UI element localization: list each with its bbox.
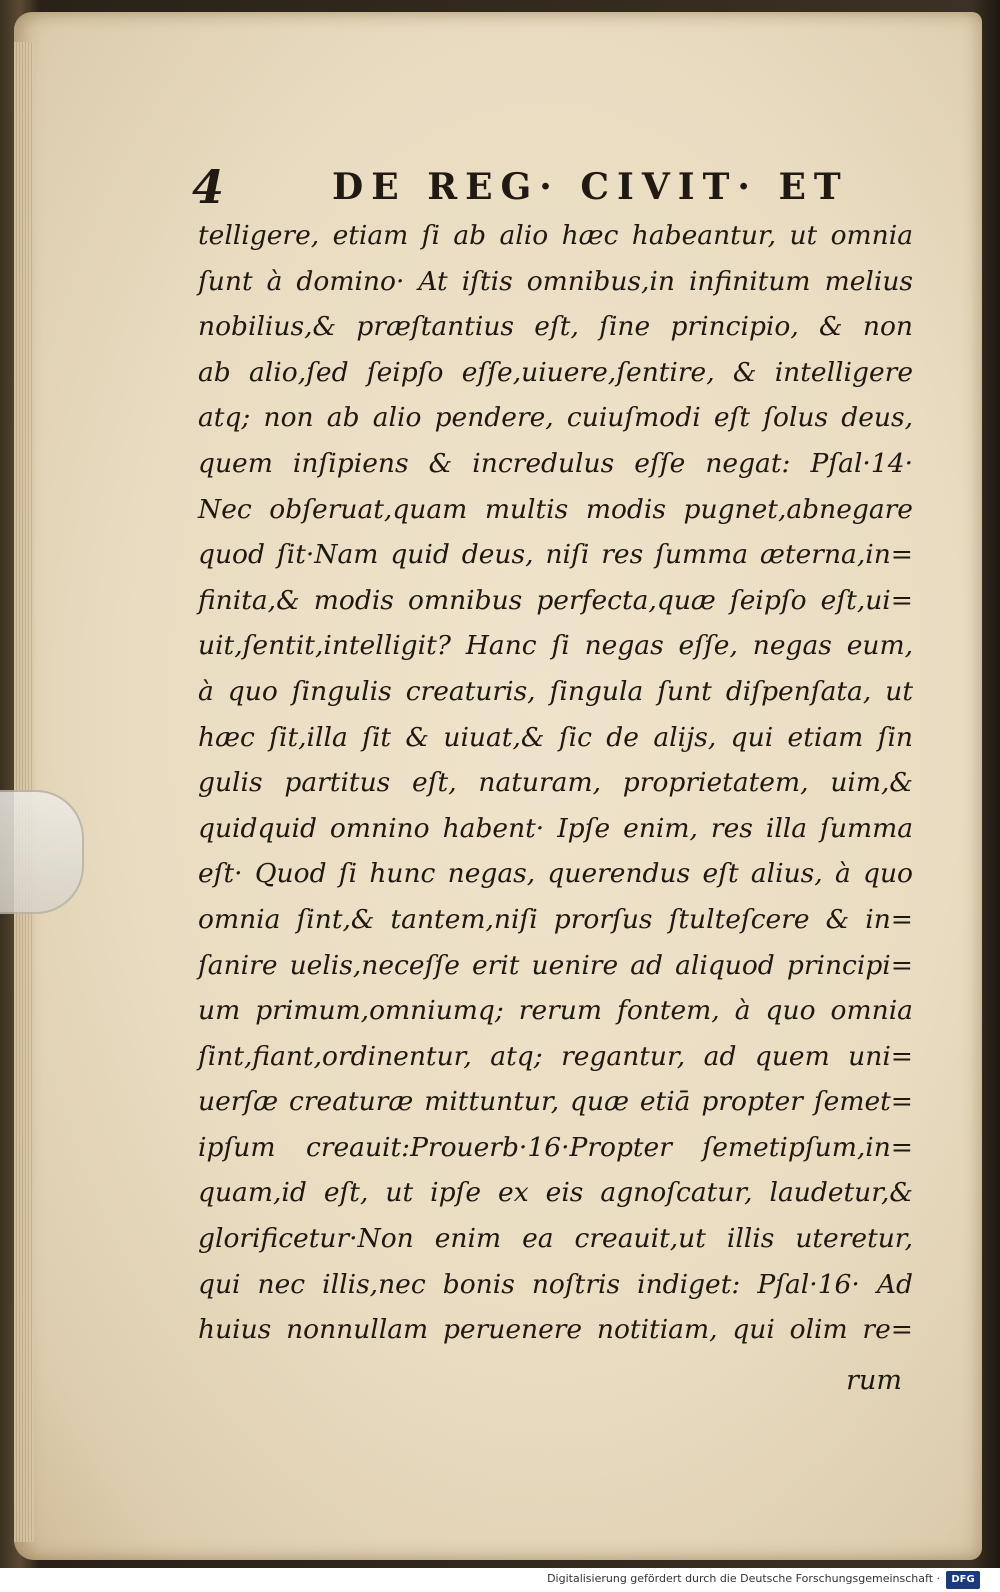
text-line: nobilius,& præſtantius eſt, ſine principio, & non [198,311,913,343]
text-line: atq; non ab alio pendere, cuiuſmodi eſt ſolus deus, [198,402,913,434]
text-line: glorificetur·Non enim ea creauit,ut illis uteretur, [198,1223,913,1255]
text-line: gulis partitus eſt, naturam, proprietatem, uim,& [198,767,913,799]
text-line: um primum,omniumq; rerum fontem, à quo omnia [198,995,913,1027]
text-line: telligere, etiam ſi ab alio hæc habeantur, ut omnia [198,220,913,251]
text-line: ſunt à domino· At iſtis omnibus,in infinitum melius [198,265,913,297]
text-line: hæc ſit,illa ſit & uiuat,& ſic de alijs, qui etiam ſin [198,721,913,753]
text-line: huius nonnullam peruenere notitiam, qui olim re= [198,1314,913,1346]
text-line: omnia ſint,& tantem,niſi prorſus ſtulteſcere & in= [198,903,913,935]
text-line: à quo ſingulis creaturis, ſingula ſunt diſpenſata, ut [198,675,913,707]
text-line: Nec obſeruat,quam multis modis pugnet,abnegare [198,493,913,525]
text-line: ſint,fiant,ordinentur, atq; regantur, ad quem uni= [198,1040,913,1072]
text-line: eſt· Quod ſi hunc negas, querendus eſt alius, à quo [198,858,913,890]
running-title: DE REG· CIVIT· ET [332,166,849,208]
text-line: qui nec illis,nec bonis noſtris indiget: Pſal·16· Ad [198,1268,913,1300]
dfg-logo: DFG [946,1571,980,1589]
text-line: quem inſipiens & incredulus eſſe negat: Pſal·14· [198,447,913,479]
body-text [198,213,913,1353]
page-clip [0,790,84,914]
text-line: ipſum creauit:Prouerb·16·Propter ſemetipſum,in= [198,1131,913,1163]
catchword: rum [846,1365,902,1396]
text-line: uerſæ creaturæ mittuntur, quæ etiā propter ſemet= [198,1086,913,1118]
text-line: quam,id eſt, ut ipſe ex eis agnoſcatur, laudetur,& [198,1177,913,1209]
text-line: finita,& modis omnibus perfecta,quæ ſeipſo eſt,ui= [198,584,913,616]
text-line: uit,ſentit,intelligit? Hanc ſi negas eſſe, negas eum, [198,630,913,662]
text-line: ſanire uelis,neceſſe erit uenire ad aliquod principi= [198,949,913,981]
folio-number: 4 [192,160,225,214]
text-line: ab alio,ſed ſeipſo eſſe,uiuere,ſentire, & intelligere [198,356,913,388]
footer-bar [0,1568,1000,1592]
text-line: quidquid omnino habent· Ipſe enim, res illa ſumma [198,812,913,844]
text-line: quod ſit·Nam quid deus, niſi res ſumma æterna,in= [198,539,913,571]
footer-credit: Digitalisierung gefördert durch die Deutsche Forschungsgemeinschaft · [547,1572,940,1585]
running-head [192,158,849,218]
